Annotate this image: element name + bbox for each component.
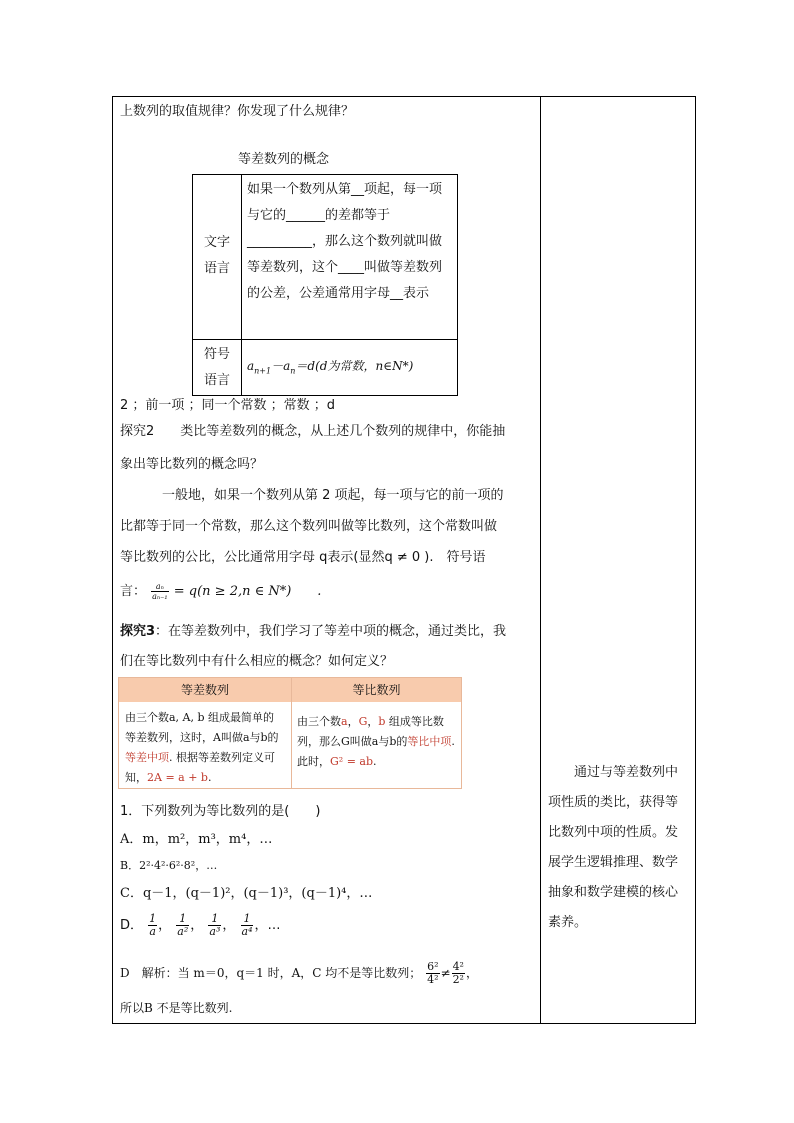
definition-line3: 等比数列的公比，公比通常用字母 q表示(显然q ≠ 0 ). 符号语 — [120, 550, 486, 565]
right-column-note: 通过与等差数列中项性质的类比，获得等比数列中项的性质。发展学生逻辑推理、数学抽象和数学建模的核心素养。 — [548, 765, 679, 930]
question-text: 1．下列数列为等比数列的是( ) — [120, 804, 321, 819]
symbol-rest: = q(n ≥ 2,n ∈ N*) . — [173, 584, 322, 599]
solution-line1: D 解析：当 m＝0，q＝1 时，A，C 均不是等比数列； $\frac{\text{6²}}{\text{4²}}$ ≠ $\frac{\text{4²}}{\text{2²}}$ ， — [120, 960, 478, 986]
compare-left-cell: 由三个数a, A, b 组成最简单的等差数列，这时，A叫做a与b的等差中项. 根据等差数列定义可知，2A = a + b. — [125, 711, 279, 784]
compare-right-cell: 由三个数a，G，b 组成等比数列，那么G叫做a与b的等比中项.此时，G² = ab. — [297, 715, 455, 768]
concept-title: 等差数列的概念 — [238, 152, 330, 167]
answers-text: 2 ；前一项 ；同一个常数 ；常数 ；d — [120, 398, 336, 413]
intro-text: 上数列的取值规律？你发现了什么规律？ — [120, 104, 355, 119]
concept-table-vline — [241, 175, 242, 395]
column-divider — [540, 96, 541, 1024]
symbol-prefix: 言： — [120, 584, 147, 599]
comparison-table — [118, 677, 462, 789]
row1-text: 如果一个数列从第__项起，每一项与它的______的差都等于__________，那么这个数列就叫做等差数列，这个____叫做等差数列的公差，公差通常用字母__表示 — [247, 182, 443, 301]
row2-formula: $a_{n+1}-a_n=d(d$为常数，n∈N*) — [247, 359, 414, 376]
explore3-line1: 探究3：在等差数列中，我们学习了等差中项的概念，通过类比，我 — [120, 624, 507, 639]
row2-label-a: 符号 — [203, 347, 230, 362]
compare-head-right: 等比数列 — [292, 678, 461, 702]
row1-label-a: 文字 — [203, 235, 230, 250]
option-d: D． $\frac{1}{a}$ ， $\frac{1}{\text{a²}}$ ， $\frac{1}{\text{a³}}$ ， $\frac{1}{\text{a⁴}}$ ，… — [120, 912, 281, 938]
option-c: C．q－1，(q－1)²，(q－1)³，(q－1)⁴，… — [120, 886, 373, 901]
definition-line2: 比都等于同一个常数，那么这个数列叫做等比数列，这个常数叫做 — [120, 519, 498, 534]
row1-label-b: 语言 — [203, 261, 230, 276]
symbol-line — [120, 582, 321, 602]
row2-label-b: 语言 — [203, 373, 230, 388]
solution-line2: 所以B 不是等比数列. — [120, 1001, 233, 1015]
option-b: B．2²·4²·6²·8²，… — [120, 859, 218, 872]
explore2-line1: 探究2 类比等差数列的概念，从上述几个数列的规律中，你能抽 — [120, 424, 506, 439]
concept-table — [192, 174, 458, 396]
concept-table-hline — [193, 339, 457, 340]
definition-line1: 一般地，如果一个数列从第 2 项起，每一项与它的前一项的 — [162, 488, 504, 503]
compare-divider — [291, 678, 292, 788]
option-a: A．m，m²，m³，m⁴，… — [120, 832, 273, 847]
symbol-fraction: $\frac{\text{aₙ}}{\text{aₙ₋₁}}$ — [152, 582, 168, 601]
explore2-line2: 象出等比数列的概念吗？ — [120, 457, 264, 472]
compare-head-left: 等差数列 — [119, 678, 291, 702]
explore3-line2: 们在等比数列中有什么相应的概念？如何定义？ — [120, 654, 394, 669]
